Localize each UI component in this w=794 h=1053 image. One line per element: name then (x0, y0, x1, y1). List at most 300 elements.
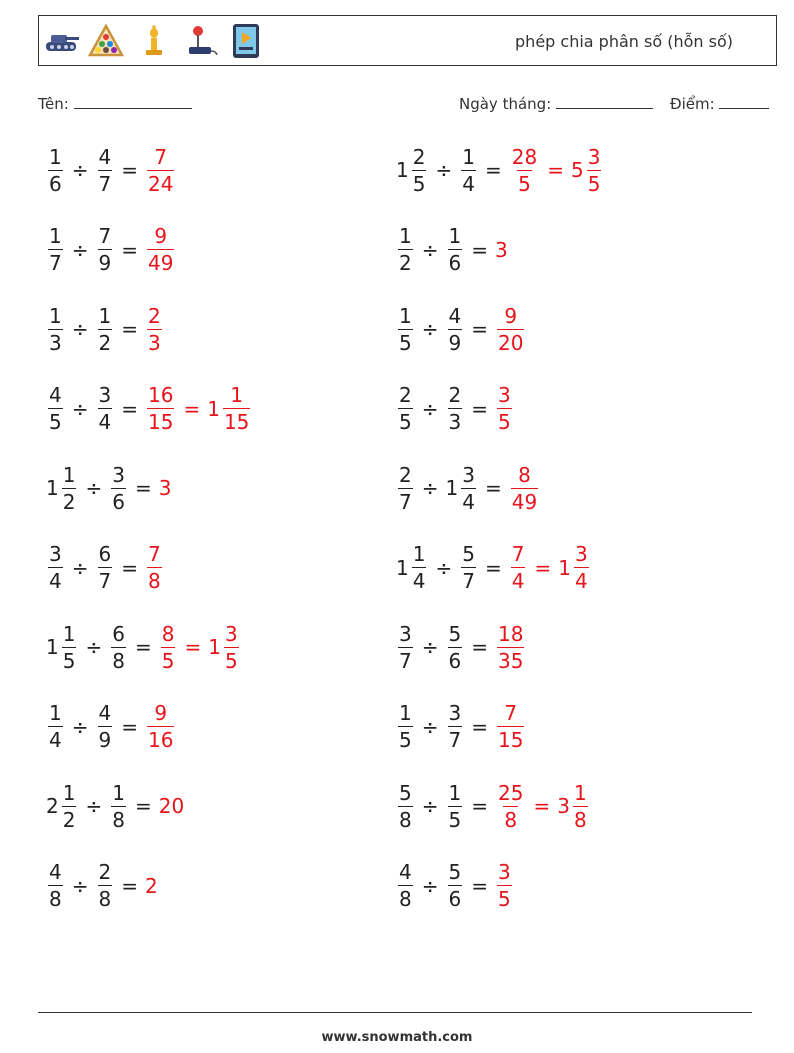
numerator: 1 (98, 303, 112, 328)
dividend (46, 544, 65, 591)
denominator: 7 (399, 489, 412, 514)
denominator: 8 (399, 807, 412, 832)
numerator: 18 (498, 621, 524, 646)
answer (159, 476, 173, 500)
denominator: 7 (98, 171, 112, 196)
numerator: 16 (148, 383, 174, 407)
answer-fraction (497, 780, 524, 832)
denominator: 2 (62, 807, 76, 832)
equals-sign: = (121, 555, 138, 580)
denominator: 4 (49, 569, 62, 593)
denominator: 8 (112, 648, 125, 673)
denominator: 8 (148, 569, 161, 593)
fraction (62, 780, 77, 832)
numerator: 3 (49, 542, 62, 566)
divisor (96, 862, 115, 909)
answer-mixed-number (557, 780, 589, 832)
divisor (446, 226, 465, 273)
score-label: Điểm: (670, 95, 715, 113)
answer-fraction (497, 303, 524, 355)
numerator: 2 (98, 860, 112, 884)
problem-item (46, 140, 176, 200)
answer (509, 144, 604, 196)
numerator: 1 (49, 303, 62, 328)
tablet-play-icon (227, 22, 265, 60)
divide-sign: ÷ (421, 476, 439, 500)
answer-fraction (161, 621, 176, 673)
equals-sign: = (121, 396, 138, 421)
divide-sign: ÷ (421, 794, 439, 818)
fraction (98, 862, 113, 909)
fraction (48, 703, 63, 750)
fraction (98, 703, 113, 750)
numerator: 9 (154, 701, 168, 725)
numerator: 3 (498, 383, 511, 407)
numerator: 9 (504, 303, 518, 328)
numerator: 2 (412, 144, 426, 169)
numerator: 3 (98, 383, 112, 407)
equals-sign: = (484, 555, 502, 580)
numerator: 6 (112, 621, 125, 646)
equals-sign: = (134, 635, 152, 659)
denominator: 5 (161, 648, 175, 673)
numerator: 28 (511, 144, 538, 169)
denominator: 8 (399, 887, 412, 911)
problem-item (46, 538, 164, 598)
equals-sign: = (471, 237, 488, 262)
denominator: 15 (148, 410, 174, 434)
numerator: 4 (399, 860, 412, 884)
numerator: 8 (161, 621, 175, 646)
divisor (96, 703, 115, 750)
fraction (48, 544, 63, 591)
divisor (109, 780, 128, 832)
fraction (448, 303, 463, 355)
divisor (445, 462, 478, 514)
fraction (48, 226, 63, 273)
numerator: 3 (462, 462, 475, 487)
divide-sign: ÷ (85, 476, 103, 500)
fraction (398, 862, 413, 909)
fraction (412, 544, 427, 591)
answer (145, 544, 164, 591)
fraction (223, 385, 250, 432)
dividend (396, 862, 415, 909)
numerator: 7 (504, 701, 518, 725)
divide-sign: ÷ (435, 555, 453, 580)
denominator: 9 (98, 728, 112, 752)
fraction (111, 462, 126, 514)
problem-item (396, 538, 591, 598)
denominator: 24 (148, 171, 174, 196)
fraction (98, 303, 113, 355)
problem-item (46, 776, 185, 836)
answer-fraction (497, 862, 512, 909)
answer (145, 226, 176, 273)
answer (495, 621, 526, 673)
numerator: 3 (587, 144, 601, 169)
divisor (96, 226, 115, 273)
numerator: 5 (462, 542, 475, 566)
problem-item (46, 617, 241, 677)
footer-url: www.snowmath.com (321, 1030, 473, 1045)
fraction (48, 385, 63, 432)
divide-sign: ÷ (435, 158, 453, 182)
fraction (448, 703, 463, 750)
denominator: 4 (412, 569, 426, 593)
name-label: Tên: (38, 95, 69, 113)
fraction (573, 780, 588, 832)
divide-sign: ÷ (71, 158, 89, 182)
equals-sign: = (547, 158, 564, 182)
dividend (396, 144, 428, 196)
problem-item (396, 140, 603, 200)
divisor (446, 621, 465, 673)
equals-sign: = (183, 396, 201, 421)
answer (145, 385, 252, 432)
answer (159, 794, 185, 818)
answer (159, 621, 241, 673)
divisor (96, 303, 115, 355)
problem-item (396, 299, 526, 359)
divide-sign: ÷ (71, 396, 89, 421)
numerator: 6 (98, 542, 112, 566)
numerator: 1 (573, 780, 587, 805)
fraction (98, 144, 113, 196)
problem-item (396, 220, 509, 280)
answer (145, 303, 164, 355)
numerator: 1 (399, 224, 412, 248)
divide-sign: ÷ (71, 237, 89, 262)
numerator: 2 (399, 462, 412, 487)
whole-part: 1 (46, 635, 59, 659)
dividend (46, 303, 65, 355)
problem-item (396, 697, 526, 757)
divide-sign: ÷ (71, 317, 89, 341)
equals-sign: = (121, 317, 138, 341)
answer-fraction (147, 144, 174, 196)
numerator: 1 (448, 224, 462, 248)
denominator: 5 (399, 410, 412, 434)
whole-part: 1 (558, 555, 571, 580)
fraction (98, 385, 113, 432)
numerator: 3 (448, 701, 462, 725)
fraction (461, 144, 476, 196)
score-blank[interactable] (719, 94, 769, 109)
equals-sign: = (134, 476, 152, 500)
answer-fraction (511, 144, 538, 196)
divide-sign: ÷ (71, 555, 89, 580)
answer (495, 303, 526, 355)
divide-sign: ÷ (421, 714, 439, 739)
numerator: 4 (448, 303, 462, 328)
dividend (46, 621, 78, 673)
answer (495, 780, 590, 832)
answer-integer: 2 (145, 873, 158, 898)
fraction (461, 544, 476, 591)
denominator: 5 (399, 728, 412, 752)
equals-sign: = (121, 714, 138, 739)
answer-fraction (511, 544, 526, 591)
fraction (448, 621, 463, 673)
divide-sign: ÷ (421, 873, 439, 898)
equals-sign: = (471, 396, 488, 421)
problem-item (396, 856, 514, 916)
fraction (398, 780, 413, 832)
denominator: 8 (98, 887, 112, 911)
denominator: 4 (511, 569, 525, 593)
divisor (446, 862, 465, 909)
denominator: 5 (448, 807, 462, 832)
answer-fraction (147, 303, 162, 355)
fraction (98, 226, 113, 273)
denominator: 6 (112, 489, 125, 514)
answer (145, 874, 159, 898)
dividend (396, 780, 415, 832)
fraction (398, 621, 413, 673)
dividend (46, 862, 65, 909)
denominator: 5 (498, 887, 511, 911)
fraction (448, 780, 463, 832)
fraction (48, 303, 63, 355)
answer (495, 385, 514, 432)
fraction (412, 144, 427, 196)
denominator: 7 (49, 251, 62, 275)
equals-sign: = (471, 794, 488, 818)
divide-sign: ÷ (85, 794, 103, 818)
answer (495, 238, 509, 262)
score-field (670, 94, 769, 113)
fraction (398, 462, 413, 514)
dividend (46, 780, 78, 832)
equals-sign: = (533, 794, 551, 818)
denominator: 5 (62, 648, 76, 673)
denominator: 8 (573, 807, 587, 832)
denominator: 5 (224, 648, 238, 673)
answer-mixed-number (570, 144, 603, 196)
numerator: 1 (230, 383, 244, 407)
denominator: 2 (98, 330, 112, 355)
fraction (448, 862, 463, 909)
numerator: 4 (49, 383, 62, 407)
divide-sign: ÷ (421, 317, 439, 341)
equals-sign: = (121, 873, 138, 898)
answer-fraction (147, 544, 162, 591)
numerator: 7 (511, 542, 525, 566)
answer-mixed-number (558, 544, 590, 591)
numerator: 1 (49, 701, 62, 725)
denominator: 49 (511, 489, 538, 514)
divisor (459, 544, 478, 591)
answer (509, 462, 540, 514)
denominator: 2 (62, 489, 76, 514)
numerator: 9 (154, 224, 168, 248)
denominator: 3 (448, 410, 462, 434)
fraction (448, 385, 463, 432)
numerator: 3 (112, 462, 125, 487)
date-field (459, 94, 653, 113)
answer (495, 862, 514, 909)
denominator: 49 (148, 251, 174, 275)
fraction (398, 303, 413, 355)
denominator: 15 (223, 410, 250, 434)
whole-part: 1 (396, 555, 409, 580)
denominator: 3 (148, 330, 161, 355)
numerator: 1 (49, 224, 62, 248)
divisor (109, 621, 128, 673)
answer (495, 703, 526, 750)
fraction (48, 862, 63, 909)
dividend (396, 303, 415, 355)
fraction (398, 385, 413, 432)
denominator: 4 (462, 171, 475, 196)
numerator: 1 (62, 621, 76, 646)
denominator: 5 (498, 410, 511, 434)
denominator: 8 (112, 807, 125, 832)
numerator: 1 (399, 303, 412, 328)
equals-sign: = (121, 237, 138, 262)
date-blank[interactable] (556, 94, 653, 109)
equals-sign: = (471, 635, 488, 659)
problem-item (46, 697, 176, 757)
denominator: 9 (98, 251, 112, 275)
chess-bishop-icon (135, 22, 173, 60)
denominator: 4 (98, 410, 112, 434)
numerator: 3 (574, 542, 588, 566)
fraction (111, 621, 126, 673)
divide-sign: ÷ (421, 237, 439, 262)
denominator: 6 (49, 171, 62, 196)
dividend (46, 226, 65, 273)
denominator: 7 (448, 728, 462, 752)
numerator: 4 (98, 144, 112, 169)
divisor (96, 544, 115, 591)
numerator: 1 (448, 780, 462, 805)
dividend (46, 462, 78, 514)
fraction (398, 703, 413, 750)
denominator: 7 (399, 648, 412, 673)
denominator: 4 (462, 489, 475, 514)
numerator: 1 (62, 462, 76, 487)
denominator: 16 (148, 728, 174, 752)
denominator: 4 (49, 728, 62, 752)
answer-fraction (511, 462, 538, 514)
whole-part: 1 (396, 158, 409, 182)
whole-part: 1 (445, 476, 459, 500)
joystick-icon (183, 22, 221, 60)
name-blank[interactable] (74, 94, 192, 109)
numerator: 5 (399, 780, 412, 805)
dividend (46, 385, 65, 432)
dividend (46, 703, 65, 750)
numerator: 7 (98, 224, 112, 248)
answer-fraction (497, 621, 524, 673)
divisor (96, 385, 115, 432)
answer (145, 144, 176, 196)
fraction (98, 544, 113, 591)
dividend (396, 621, 415, 673)
numerator: 5 (448, 621, 462, 646)
denominator: 2 (399, 251, 412, 275)
problem-item (396, 776, 590, 836)
numerator: 5 (448, 860, 462, 884)
fraction (448, 226, 463, 273)
dividend (46, 144, 65, 196)
denominator: 15 (498, 728, 524, 752)
dividend (396, 703, 415, 750)
problem-item (46, 299, 164, 359)
numerator: 1 (112, 780, 125, 805)
dividend (396, 462, 415, 514)
denominator: 4 (574, 569, 588, 593)
equals-sign: = (484, 476, 502, 500)
numerator: 2 (399, 383, 412, 407)
divisor (446, 303, 465, 355)
whole-part: 1 (207, 396, 220, 421)
problem-item (396, 617, 526, 677)
denominator: 3 (49, 330, 62, 355)
equals-sign: = (471, 317, 488, 341)
whole-part: 3 (557, 794, 570, 818)
problem-item (396, 458, 540, 518)
answer-integer: 20 (158, 794, 185, 818)
denominator: 7 (98, 569, 112, 593)
whole-part: 2 (46, 794, 59, 818)
answer-integer: 3 (495, 237, 508, 262)
divide-sign: ÷ (71, 714, 89, 739)
problem-item (396, 379, 514, 439)
divisor (96, 144, 115, 196)
numerator: 1 (462, 144, 475, 169)
denominator: 20 (498, 330, 524, 355)
equals-sign: = (471, 873, 488, 898)
answer-mixed-number (208, 621, 240, 673)
denominator: 35 (498, 648, 524, 673)
answer-fraction (497, 385, 512, 432)
divisor (446, 385, 465, 432)
denominator: 5 (49, 410, 62, 434)
numerator: 1 (412, 542, 426, 566)
whole-part: 1 (208, 635, 221, 659)
numerator: 7 (148, 542, 161, 566)
numerator: 2 (448, 383, 462, 407)
fraction (48, 144, 63, 196)
answer-fraction (497, 703, 524, 750)
equals-sign: = (534, 555, 552, 580)
problem-item (46, 379, 252, 439)
answer-fraction (147, 703, 174, 750)
numerator: 3 (498, 860, 511, 884)
equals-sign: = (121, 158, 138, 182)
dividend (396, 226, 415, 273)
numerator: 3 (224, 621, 238, 646)
denominator: 6 (448, 648, 462, 673)
numerator: 3 (399, 621, 412, 646)
equals-sign: = (134, 794, 152, 818)
numerator: 1 (399, 701, 412, 725)
answer-mixed-number (207, 385, 252, 432)
equals-sign: = (484, 158, 502, 182)
numerator: 4 (98, 701, 112, 725)
name-field (38, 94, 192, 113)
equals-sign: = (471, 714, 488, 739)
fraction (461, 462, 476, 514)
numerator: 1 (62, 780, 76, 805)
billiard-rack-icon (87, 22, 125, 60)
numerator: 8 (518, 462, 531, 487)
numerator: 2 (148, 303, 161, 328)
denominator: 5 (587, 171, 601, 196)
